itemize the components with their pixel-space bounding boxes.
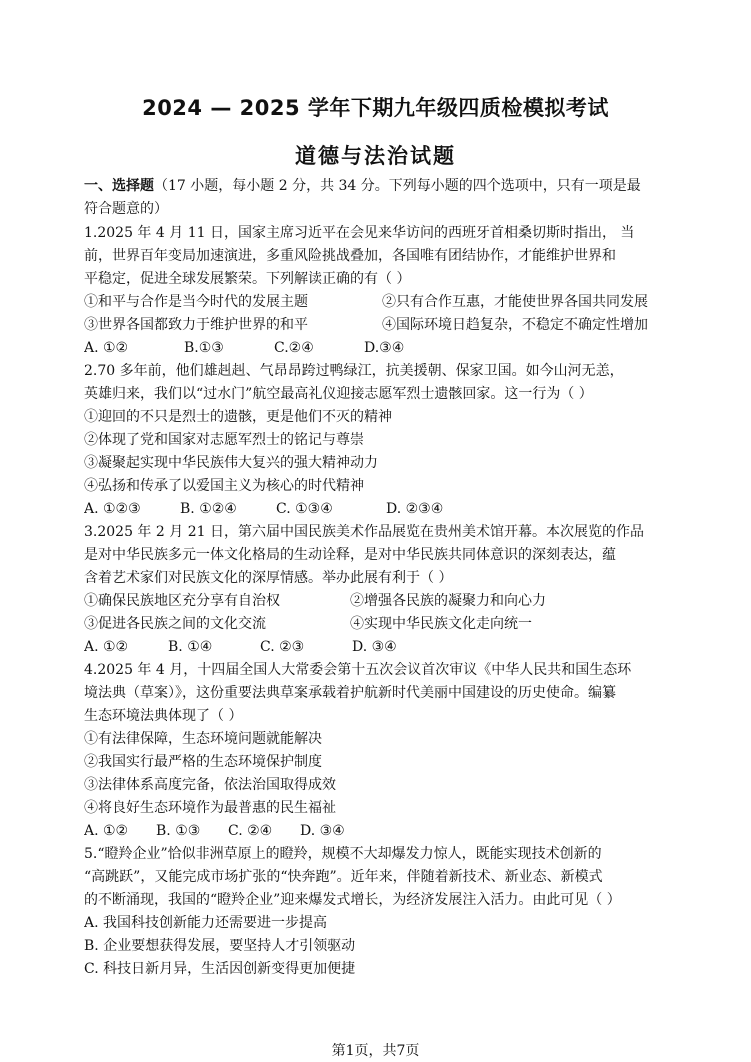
q2-stem-line1: 2.70 多年前，他们雄赳赳、气昂昂跨过鸭绿江，抗美援朝、保家卫国。如今山河无恙， <box>84 363 624 379</box>
q5-stem-line2: “高跳跃”，又能完成市场扩张的“快奔跑”。近年来，伴随着新技术、新业态、新模式 <box>84 869 603 885</box>
exam-title: 2024 — 2025 学年下期九年级四质检模拟考试 <box>142 96 609 120</box>
q4-option-d: D. ③④ <box>300 823 345 839</box>
q1-statements-row1 <box>84 291 684 313</box>
section-desc: （17 小题，每小题 2 分，共 34 分。下列每小题的四个选项中，只有一项是最 <box>154 178 641 194</box>
q1-statement-1: ①和平与合作是当今时代的发展主题 <box>84 294 308 310</box>
q1-stem-line2: 前，世界百年变局加速演进，多重风险挑战叠加，各国唯有团结协作，才能维护世界和 <box>84 248 616 264</box>
q3-stem-line1: 3.2025 年 2 月 21 日，第六届中国民族美术作品展览在贵州美术馆开幕。本次展览的作品 <box>84 524 644 540</box>
q2-statement-1: ①迎回的不只是烈士的遗骸，更是他们不灭的精神 <box>84 409 392 425</box>
q4-option-b: B. ①③ <box>156 823 201 839</box>
q3-option-b: B. ①④ <box>168 639 213 655</box>
q3-statements-row2 <box>84 613 684 635</box>
q3-stem-line3: 含着艺术家们对民族文化的深厚情感。举办此展有利于（ ） <box>84 570 453 586</box>
section-desc-cont: 符合题意的） <box>84 201 168 217</box>
q4-options <box>84 820 684 842</box>
q4-option-c: C. ②④ <box>228 823 273 839</box>
q2-option-c: C. ①③④ <box>276 501 333 517</box>
q3-statements-row1 <box>84 590 684 612</box>
q2-statement-3: ③凝聚起实现中华民族伟大复兴的强大精神动力 <box>84 455 378 471</box>
q4-option-a: A. ①② <box>84 823 129 839</box>
q4-statement-2: ②我国实行最严格的生态环境保护制度 <box>84 754 322 770</box>
q2-statement-4: ④弘扬和传承了以爱国主义为核心的时代精神 <box>84 478 364 494</box>
q2-option-d: D. ②③④ <box>386 501 444 517</box>
q5-stem-line1: 5.“瞪羚企业”恰似非洲草原上的瞪羚，规模不大却爆发力惊人，既能实现技术创新的 <box>84 846 602 862</box>
q5-option-c: C. 科技日新月异，生活因创新变得更加便捷 <box>84 961 356 977</box>
q1-option-d: D.③④ <box>364 340 405 356</box>
page-footer: 第1页，共7页 <box>331 1043 420 1059</box>
q1-option-c: C.②④ <box>274 340 314 356</box>
q3-option-a: A. ①② <box>84 639 129 655</box>
q4-stem-line3: 生态环境法典体现了（ ） <box>84 708 243 724</box>
q4-stem-line2: 境法典（草案）》，这份重要法典草案承载着护航新时代美丽中国建设的历史使命。编纂 <box>84 685 616 701</box>
q3-statement-1: ①确保民族地区充分享有自治权 <box>84 593 280 609</box>
q2-option-a: A. ①②③ <box>84 501 141 517</box>
section-title: 一、选择题 <box>84 178 154 194</box>
q1-statement-2: ②只有合作互惠，才能使世界各国共同发展 <box>382 294 648 310</box>
q5-option-b: B. 企业要想获得发展，要坚持人才引领驱动 <box>84 938 356 954</box>
exam-subtitle: 道德与法治试题 <box>295 144 456 168</box>
q5-option-a: A. 我国科技创新能力还需要进一步提高 <box>84 915 328 931</box>
q2-options <box>84 498 684 520</box>
q3-stem-line2: 是对中华民族多元一体文化格局的生动诠释，是对中华民族共同体意识的深刻表达，蕴 <box>84 547 616 563</box>
q3-options <box>84 636 684 658</box>
q4-stem-line1: 4.2025 年 4 月，十四届全国人大常委会第十五次会议首次审议《中华人民共和国生态环 <box>84 662 632 678</box>
section-header <box>84 175 684 197</box>
q3-statement-3: ③促进各民族之间的文化交流 <box>84 616 266 632</box>
q1-statements-row2 <box>84 314 684 336</box>
q1-statement-3: ③世界各国都致力于维护世界的和平 <box>84 317 308 333</box>
q2-statement-2: ②体现了党和国家对志愿军烈士的铭记与尊崇 <box>84 432 364 448</box>
q3-option-d: D. ③④ <box>352 639 397 655</box>
q2-option-b: B. ①②④ <box>180 501 237 517</box>
q3-statement-2: ②增强各民族的凝聚力和向心力 <box>350 593 546 609</box>
q1-statement-4: ④国际环境日趋复杂，不稳定不确定性增加 <box>382 317 648 333</box>
q4-statement-4: ④将良好生态环境作为最普惠的民生福祉 <box>84 800 336 816</box>
q3-statement-4: ④实现中华民族文化走向统一 <box>350 616 532 632</box>
q1-stem-line3: 平稳定，促进全球发展繁荣。下列解读正确的有（ ） <box>84 271 411 287</box>
q4-statement-3: ③法律体系高度完备，依法治国取得成效 <box>84 777 336 793</box>
q2-stem-line2: 英雄归来，我们以“过水门”航空最高礼仪迎接志愿军烈士遗骸回家。这一行为（ ） <box>84 386 593 402</box>
q1-options <box>84 337 684 359</box>
q1-stem-line1: 1.2025 年 4 月 11 日，国家主席习近平在会见来华访问的西班牙首相桑切斯时指出， 当 <box>84 225 635 241</box>
q1-option-b: B.①③ <box>184 340 224 356</box>
q3-option-c: C. ②③ <box>260 639 305 655</box>
q1-option-a: A. ①② <box>84 340 129 356</box>
q4-statement-1: ①有法律保障，生态环境问题就能解决 <box>84 731 322 747</box>
q5-stem-line3: 的不断涌现，我国的“瞪羚企业”迎来爆发式增长，为经济发展注入活力。由此可见（ ） <box>84 892 621 908</box>
